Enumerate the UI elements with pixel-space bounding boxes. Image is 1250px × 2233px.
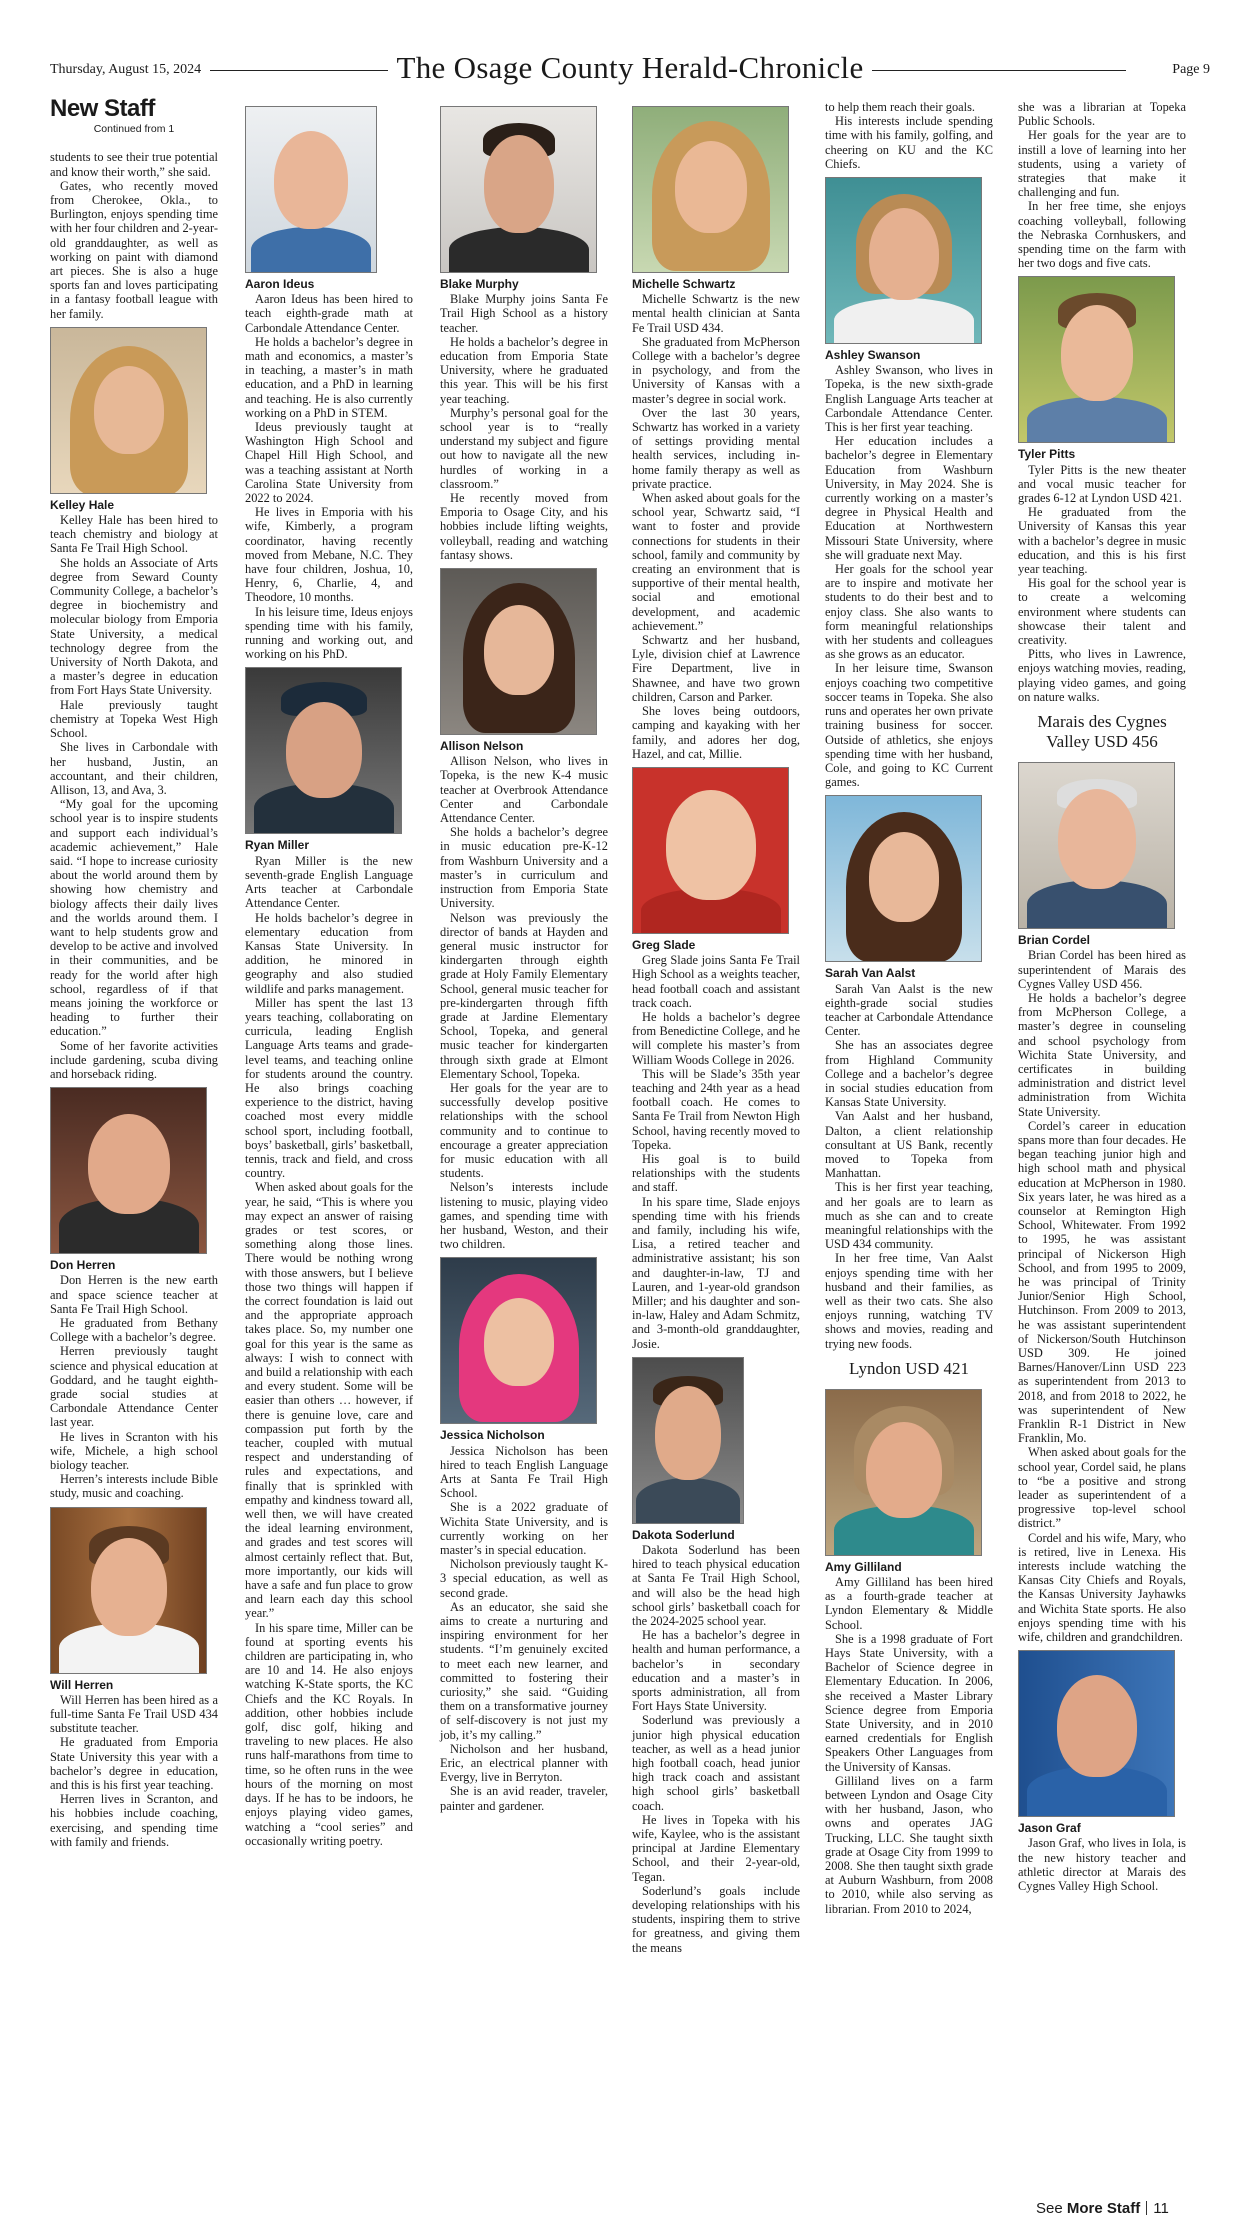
photo-dakota-soderlund <box>632 1357 744 1524</box>
paragraph: Gilliland lives on a farm between Lyndon and Osage City with her husband, Jason, who owns and operates JAG Trucking, LLC. She taught sixth grade at Osage City from 1999 to 2008. She then taught sixth grade at Auburn Washburn, from 2008 to 2010, while also serving as librarian. From 2010 to 2024, <box>825 1773 993 1916</box>
bio-jessica-nicholson <box>440 1444 608 1813</box>
name-brian-cordel: Brian Cordel <box>1018 933 1091 948</box>
name-sarah-van-aalst: Sarah Van Aalst <box>825 966 916 981</box>
paragraph: Schwartz and her husband, Lyle, division chief at Lawrence Fire Department, live in Shawnee, and have two grown children, Carson and Parker. <box>632 633 800 704</box>
name-tyler-pitts: Tyler Pitts <box>1018 447 1076 462</box>
photo-ashley-swanson <box>825 177 982 344</box>
paragraph: He holds a bachelor’s degree from McPherson College, a master’s degree in counseling and school psychology from Wichita State University, and certificates in building administration and district level administration from Wichita State University. <box>1018 990 1186 1119</box>
paragraph: He graduated from Bethany College with a bachelor’s degree. <box>50 1315 218 1345</box>
paragraph: Michelle Schwartz is the new mental health clinician at Santa Fe Trail USD 434. <box>632 292 800 335</box>
paragraph: This will be Slade’s 35th year teaching and 24th year as a head football coach. He comes to Santa Fe Trail from Newton High School, having recently moved to Topeka. <box>632 1066 800 1152</box>
paragraph: She has an associates degree from Highland Community College and a bachelor’s degree in social studies education from Kansas State University. <box>825 1038 993 1110</box>
photo-jessica-nicholson <box>440 1257 597 1424</box>
name-greg-slade: Greg Slade <box>632 937 696 952</box>
paragraph: to help them reach their goals. <box>825 100 976 114</box>
photo-kelley-hale <box>50 327 207 494</box>
jump-line <box>1036 2200 1169 2217</box>
name-amy-gilliland: Amy Gilliland <box>825 1559 902 1574</box>
paragraph: Pitts, who lives in Lawrence, enjoys watching movies, reading, playing video games, and going on nature walks. <box>1018 647 1186 704</box>
paragraph: Herren lives in Scranton, and his hobbies include coaching, exercising, and spending time with family and friends. <box>50 1792 218 1849</box>
bio-ryan-miller <box>245 854 413 1848</box>
jump-divider <box>1146 2201 1147 2215</box>
paragraph: He holds a bachelor’s degree in math and economics, a master’s in teaching, a master’s in math education, and a PhD in learning and teaching. He is also currently working on a PhD in STEM. <box>245 334 413 420</box>
bio-don-herren <box>50 1273 218 1500</box>
district-heading-marais-des-cygnes: Marais des Cygnes Valley USD 456 <box>1037 712 1167 752</box>
bio-will-herren <box>50 1693 218 1849</box>
paragraph: Amy Gilliland has been hired as a fourth-grade teacher at Lyndon Elementary & Middle School. <box>825 1575 993 1632</box>
name-dakota-soderlund: Dakota Soderlund <box>632 1527 735 1542</box>
photo-blake-murphy <box>440 106 597 273</box>
paragraph: As an educator, she said she aims to create a nurturing and inspiring environment for her students. “I’m genuinely excited to meet each new learner, and committed to fostering their curiosity,” she said. “Guiding them on a transformative journey of self-discovery is not just my job, it’s my calling.” <box>440 1599 608 1742</box>
page-number: Page 9 <box>1172 62 1210 77</box>
photo-michelle-schwartz <box>632 106 789 273</box>
paragraph: Dakota Soderlund has been hired to teach physical education at Santa Fe Trail High School, and will also be the head high school girls’ basketball coach for the 2024-2025 school year. <box>632 1543 800 1629</box>
bio-sarah-van-aalst <box>825 982 993 1351</box>
paragraph: she was a librarian at Topeka Public Schools. <box>1018 100 1186 129</box>
name-allison-nelson: Allison Nelson <box>440 739 524 754</box>
paragraph: Aaron Ideus has been hired to teach eighth-grade math at Carbondale Attendance Center. <box>245 292 413 335</box>
name-michelle-schwartz: Michelle Schwartz <box>632 277 736 291</box>
name-jessica-nicholson: Jessica Nicholson <box>440 1428 545 1443</box>
column-3 <box>440 100 608 1813</box>
paragraph: Over the last 30 years, Schwartz has worked in a variety of settings providing mental health services, including in-home family therapy as well as private practice. <box>632 405 800 491</box>
paragraph: He holds a bachelor’s degree in education from Emporia State University, where he graduated this year. This will be his first year teaching. <box>440 334 608 406</box>
jump-page: 11 <box>1153 2200 1169 2217</box>
paragraph: He lives in Emporia with his wife, Kimberly, a program coordinator, having recently moved from Mebane, N.C. They have four children, Joshua, 10, Henry, 6, Charlie, 4, and Theodore, 10 months. <box>245 505 413 605</box>
paragraph: Nicholson and her husband, Eric, an electrical planner with Evergy, live in Berryton. <box>440 1741 608 1785</box>
paragraph: In his spare time, Slade enjoys spending time with his friends and family, including his wife, Lisa, a retired teacher and administrative assistant; his son and daughter-in-law, TJ and Lauren, and 1-year-old grandson Miller; and his daughter and son-in-law, Haley and Adam Schmitz, and 3-month-old granddaughter, Josie. <box>632 1194 800 1351</box>
paragraph: Her goals for the school year are to inspire and motivate her students to do their best and to enjoy class. She also wants to form meaningful relationships with her students and colleagues as she grows as an educator. <box>825 562 993 662</box>
paragraph: His goal for the school year is to create a welcoming environment where students can showcase their talent and creativity. <box>1018 576 1186 648</box>
paragraph: Jason Graf, who lives in Iola, is the new history teacher and athletic director at Marais des Cygnes Valley High School. <box>1018 1836 1186 1894</box>
bio-brian-cordel <box>1018 948 1186 1644</box>
paragraph: Soderlund’s goals include developing relationships with his students, inspiring them to strive for greatness, and giving them the means <box>632 1883 800 1955</box>
name-ryan-miller: Ryan Miller <box>245 838 310 853</box>
paragraph: Herren’s interests include Bible study, music and coaching. <box>50 1472 218 1501</box>
paragraph: Nelson was previously the director of bands at Hayden and general music instructor for kindergarten through eighth grade at Holy Family Elementary School, general music teacher for pre-kindergarten through fifth grade at Jardine Elementary School, Topeka, and general music teacher for kindergarten through sixth grade at Elmont Elementary School, Topeka. <box>440 910 608 1081</box>
photo-aaron-ideus <box>245 106 377 273</box>
paragraph: Her education includes a bachelor’s degree in Elementary Education from Washburn University, in May 2024. She is currently working on a master’s degree in Physical Health and Education at Northwestern Missouri State University, where she will graduate next May. <box>825 434 993 562</box>
paragraph: She is a 1998 graduate of Fort Hays State University, with a Bachelor of Science degree in Elementary Education. In 2006, she received a Master Library Science degree from Emporia State University, and in 2010 earned credentials for English Speakers Other Languages from the University of Kansas. <box>825 1631 993 1774</box>
paragraph: When asked about goals for the school year, Cordel said, he plans to “be a positive and strong leader as superintendent of a progressive top-level school district.” <box>1018 1445 1186 1531</box>
paragraph: Hale previously taught chemistry at Topeka West High School. <box>50 697 218 741</box>
paragraph: When asked about goals for the year, he said, “This is where you may expect an answer of raising grades or test scores, or something along those lines. There would be nothing wrong with those answers, but I believe those two things will happen if the correct foundation is laid out and the appropriate approach takes place. So, my number one goal for this year is the same as always: I wish to connect with and build a relationship with each and every student. Some will be easier than others … however, if there is genuine love, care and compassion put forth by the teacher, coupled with mutual respect and understanding of rules and expectations, and finally that is sprinkled with empathy and kindness toward all, well then, we will have created the ideal learning environment, and grades and test scores will almost certainly reflect that. But, more importantly, our kids will have a safe and fun place to grow and learn each day this school year.” <box>245 1180 413 1621</box>
gates-continued <box>50 150 218 320</box>
paragraph: His interests include spending time with his family, golfing, and cheering on KU and the KC Chiefs. <box>825 114 993 171</box>
paragraph: Cordel and his wife, Mary, who is retired, live in Lenexa. His interests include watching the Kansas City Chiefs and Royals, the Kansas University Jayhawks and Wichita State sports. He also enjoys spending time with his wife, children and grandchildren. <box>1018 1530 1186 1645</box>
continued-from: Continued from 1 <box>93 123 175 136</box>
photo-brian-cordel <box>1018 762 1175 929</box>
paragraph: She is a 2022 graduate of Wichita State University, and is currently working on her master’s in special education. <box>440 1500 608 1557</box>
column-4 <box>632 100 800 1955</box>
paragraph: She graduated from McPherson College with a bachelor’s degree in psychology, and from the University of Kansas with a master’s degree in social work. <box>632 334 800 406</box>
photo-ryan-miller <box>245 667 402 834</box>
name-don-herren: Don Herren <box>50 1258 116 1273</box>
paragraph: Her goals for the year are to instill a love of learning into her students, using a variety of strategies that make it challenging and fun. <box>1018 128 1186 200</box>
paragraph: Miller has spent the last 13 years teaching, collaborating on curricula, leading English Language Arts teams and grade-level teams, and teaching online for students around the country. He also brings coaching experience to the district, having coached most every middle school sport, including football, boys’ basketball, girls’ basketball, tennis, track and field, and cross country. <box>245 995 413 1181</box>
gilliland-continued <box>1018 100 1186 270</box>
paragraph: students to see their true potential and know their worth,” she said. <box>50 150 218 179</box>
section-title: New Staff <box>50 95 155 122</box>
column-2 <box>245 100 413 1848</box>
photo-allison-nelson <box>440 568 597 735</box>
paragraph: She holds a bachelor’s degree in music education pre-K-12 from Washburn University and a master’s in curriculum and instruction from Emporia State University. <box>440 825 608 911</box>
paragraph: In her free time, Van Aalst enjoys spending time with her husband and their families, as well as their two cats. She also enjoys running, watching TV shows and movies, reading and trying new foods. <box>825 1251 993 1351</box>
name-jason-graf: Jason Graf <box>1018 1821 1081 1836</box>
paragraph: Blake Murphy joins Santa Fe Trail High School as a history teacher. <box>440 292 608 335</box>
paragraph: Cordel’s career in education spans more than four decades. He began teaching junior high and high school math and physical education at McPherson in 1980. Six years later, he was hired as a counselor at Remington High School, Whitewater. From 1992 to 1995, he was assistant principal of Nickerson High School, and from 1995 to 2009, he was principal of Trinity Junior/Senior High School, Hutchinson. From 2009 to 2013, he was assistant superintendent of Nickerson/South Hutchinson USD 309. He joined Barnes/Hanover/Linn USD 223 as superintendent from 2013 to 2018, and from 2018 to 2022, he was superintendent of New Franklin R-1 District in New Franklin, Mo. <box>1018 1118 1186 1446</box>
photo-jason-graf <box>1018 1650 1175 1817</box>
paragraph: In his leisure time, Ideus enjoys spending time with his family, running and working out, and working on his PhD. <box>245 604 413 662</box>
paragraph: She is an avid reader, traveler, painter and gardener. <box>440 1784 608 1813</box>
bio-dakota-soderlund <box>632 1543 800 1955</box>
paragraph: Van Aalst and her husband, Dalton, a client relationship consultant at US Bank, recently moved to Topeka from Manhattan. <box>825 1109 993 1181</box>
bio-kelley-hale <box>50 513 218 1081</box>
bio-blake-murphy <box>440 292 608 562</box>
paragraph: Ryan Miller is the new seventh-grade English Language Arts teacher at Carbondale Attendance Center. <box>245 853 413 911</box>
name-will-herren: Will Herren <box>50 1677 114 1692</box>
photo-sarah-van-aalst <box>825 795 982 962</box>
paragraph: Murphy’s personal goal for the school year is to “really understand my subject and figure out how to navigate all the new hurdles of working in a classroom.” <box>440 405 608 491</box>
paragraph: Sarah Van Aalst is the new eighth-grade social studies teacher at Carbondale Attendance Center. <box>825 981 993 1039</box>
bio-allison-nelson <box>440 754 608 1251</box>
photo-will-herren <box>50 1507 207 1674</box>
name-ashley-swanson: Ashley Swanson <box>825 348 921 363</box>
paragraph: He holds a bachelor’s degree from Benedictine College, and he will complete his master’s from William Woods College in 2026. <box>632 1009 800 1067</box>
paragraph: When asked about goals for the school year, Schwartz said, “I want to foster and provide connections for students in their school, family and community by creating an environment that is supportive of their mental health, social and emotional development, and academic achievement.” <box>632 491 800 633</box>
bio-michelle-schwartz <box>632 292 800 761</box>
paragraph: Gates, who recently moved from Cherokee, Okla., to Burlington, enjoys spending time with her four children and 2-year-old granddaughter, as well as working on paint with diamond art pieces. She is also a huge sports fan and loves participating in a fantasy football league with her family. <box>50 178 218 321</box>
paragraph: Brian Cordel has been hired as superintendent of Marais des Cygnes Valley USD 456. <box>1018 948 1186 991</box>
paragraph: He graduated from the University of Kansas this year with a bachelor’s degree in music education, and this is his first year teaching. <box>1018 505 1186 577</box>
name-kelley-hale: Kelley Hale <box>50 497 115 512</box>
jump-see: See <box>1036 2200 1063 2217</box>
photo-greg-slade <box>632 767 789 934</box>
column-5 <box>825 100 993 1916</box>
paragraph: Soderlund was previously a junior high physical education teacher, as well as a head junior high football coach, head junior high track coach and assistant high school girls’ basketball coach. <box>632 1713 800 1813</box>
paragraph: Allison Nelson, who lives in Topeka, is the new K-4 music teacher at Overbrook Attendance Center and Carbondale Attendance Center. <box>440 754 608 826</box>
paragraph: Greg Slade joins Santa Fe Trail High School as a weights teacher, head football coach and assistant track coach. <box>632 953 800 1010</box>
column-6 <box>1018 100 1186 1893</box>
paragraph: She holds an Associate of Arts degree from Seward County Community College, a bachelor’s degree in biochemistry and molecular biology from Emporia State University, a medical technology degree from the University of North Dakota, and a master’s degree in education from Fort Hays State University. <box>50 555 218 698</box>
paragraph: His goal is to build relationships with the students and staff. <box>632 1151 800 1195</box>
paragraph: Nelson’s interests include listening to music, playing video games, and spending time with her husband, Weston, and their two children. <box>440 1180 608 1252</box>
bio-tyler-pitts <box>1018 463 1186 704</box>
paragraph: Her goals for the year are to successfully develop positive relationships with the school community and to continue to encourage a greater appreciation for music education with all students. <box>440 1080 608 1181</box>
bio-greg-slade <box>632 953 800 1351</box>
column-1 <box>50 95 218 1849</box>
paragraph: This is her first year teaching, and her goals are to learn as much as she can and to create meaningful relationships with the USD 434 community. <box>825 1180 993 1252</box>
issue-date: Thursday, August 15, 2024 <box>50 62 202 77</box>
paragraph: Tyler Pitts is the new theater and vocal music teacher for grades 6-12 at Lyndon USD 421. <box>1018 462 1186 506</box>
bio-jason-graf <box>1018 1836 1186 1893</box>
paragraph: In her free time, she enjoys coaching volleyball, following the Nebraska Cornhuskers, and spending time on the farm with her two dogs and five cats. <box>1018 199 1186 271</box>
paragraph: “My goal for the upcoming school year is to inspire students and support each individual’s academic achievement,” Hale said. “I hope to increase curiosity about the world around them by showing how chemistry and biology affects their daily lives and the worlds around them. I want to help students grow and develop to be active and involved in their communities, and be ready for the world after high school, regardless of if that means joining the workforce or heading to further their education.” <box>50 797 218 1039</box>
paragraph: Ashley Swanson, who lives in Topeka, is the new sixth-grade English Language Arts teacher at Carbondale Attendance Center. This is her first year teaching. <box>825 363 993 435</box>
paragraph: Ideus previously taught at Washington High School and Chapel Hill High School, and was a teaching assistant at North Carolina State University from 2022 to 2024. <box>245 420 413 506</box>
jump-target: More Staff <box>1066 2200 1141 2217</box>
soderlund-continued <box>825 100 993 171</box>
photo-don-herren <box>50 1087 207 1254</box>
paragraph: He recently moved from Emporia to Osage City, and his hobbies include lifting weights, volleyball, reading and watching fantasy shows. <box>440 491 608 562</box>
name-blake-murphy: Blake Murphy <box>440 277 519 291</box>
photo-amy-gilliland <box>825 1389 982 1556</box>
bio-ashley-swanson <box>825 363 993 789</box>
paragraph: Some of her favorite activities include gardening, scuba diving and horseback riding. <box>50 1038 218 1081</box>
paragraph: In her leisure time, Swanson enjoys coaching two competitive soccer teams in Topeka. She also runs and operates her own private training business for soccer. Outside of athletics, she enjoys spending time with her husband, Cole, and going to KC Current games. <box>825 661 993 790</box>
paragraph: He lives in Scranton with his wife, Michele, a high school biology teacher. <box>50 1429 218 1473</box>
paragraph: He holds bachelor’s degree in elementary education from Kansas State University. In addition, he minored in geography and also studied wildlife and parks management. <box>245 910 413 996</box>
paragraph: He lives in Topeka with his wife, Kaylee, who is the assistant principal at Jardine Elementary School, and their 2-year-old, Tegan. <box>632 1812 800 1884</box>
bio-aaron-ideus <box>245 292 413 661</box>
district-heading-lyndon: Lyndon USD 421 <box>849 1358 969 1378</box>
newspaper-title: The Osage County Herald-Chronicle <box>50 50 1210 86</box>
paragraph: She loves being outdoors, camping and kayaking with her family, and adores her dog, Hazel, and cat, Millie. <box>632 704 800 761</box>
name-aaron-ideus: Aaron Ideus <box>245 277 315 291</box>
paragraph: Jessica Nicholson has been hired to teach English Language Arts at Santa Fe Trail High School. <box>440 1443 608 1501</box>
paragraph: Don Herren is the new earth and space science teacher at Santa Fe Trail High School. <box>50 1273 218 1316</box>
paragraph: Will Herren has been hired as a full-time Santa Fe Trail USD 434 substitute teacher. <box>50 1692 218 1736</box>
paragraph: He has a bachelor’s degree in health and human performance, a bachelor’s in secondary education and a master’s in sports administration, all from Fort Hays State University. <box>632 1628 800 1714</box>
paragraph: He graduated from Emporia State University this year with a bachelor’s degree in education, and this is his first year teaching. <box>50 1735 218 1793</box>
paragraph: Kelley Hale has been hired to teach chemistry and biology at Santa Fe Trail High School. <box>50 513 218 556</box>
photo-tyler-pitts <box>1018 276 1175 443</box>
bio-amy-gilliland <box>825 1575 993 1916</box>
paragraph: Nicholson previously taught K-3 special education, as well as second grade. <box>440 1557 608 1600</box>
masthead <box>50 50 1210 90</box>
paragraph: Herren previously taught science and physical education at Goddard, and he taught eighth-grade social studies at Carbondale Attendance Center last year. <box>50 1344 218 1430</box>
paragraph: In his spare time, Miller can be found at sporting events his children are participating in, who are 10 and 14. He also enjoys watching K-State sports, the KC Chiefs and the KC Royals. In addition, other hobbies include golf, disc golf, hiking and traveling to new places. He also runs half-marathons from time to time, so he often runs in the wee hours of the morning on most days. If he has to be indoors, he enjoys playing video games, watching a “cool series” and occasionally writing poetry. <box>245 1620 413 1848</box>
paragraph: She lives in Carbondale with her husband, Justin, an accountant, and their children, Allison, 13, and Ava, 3. <box>50 740 218 797</box>
